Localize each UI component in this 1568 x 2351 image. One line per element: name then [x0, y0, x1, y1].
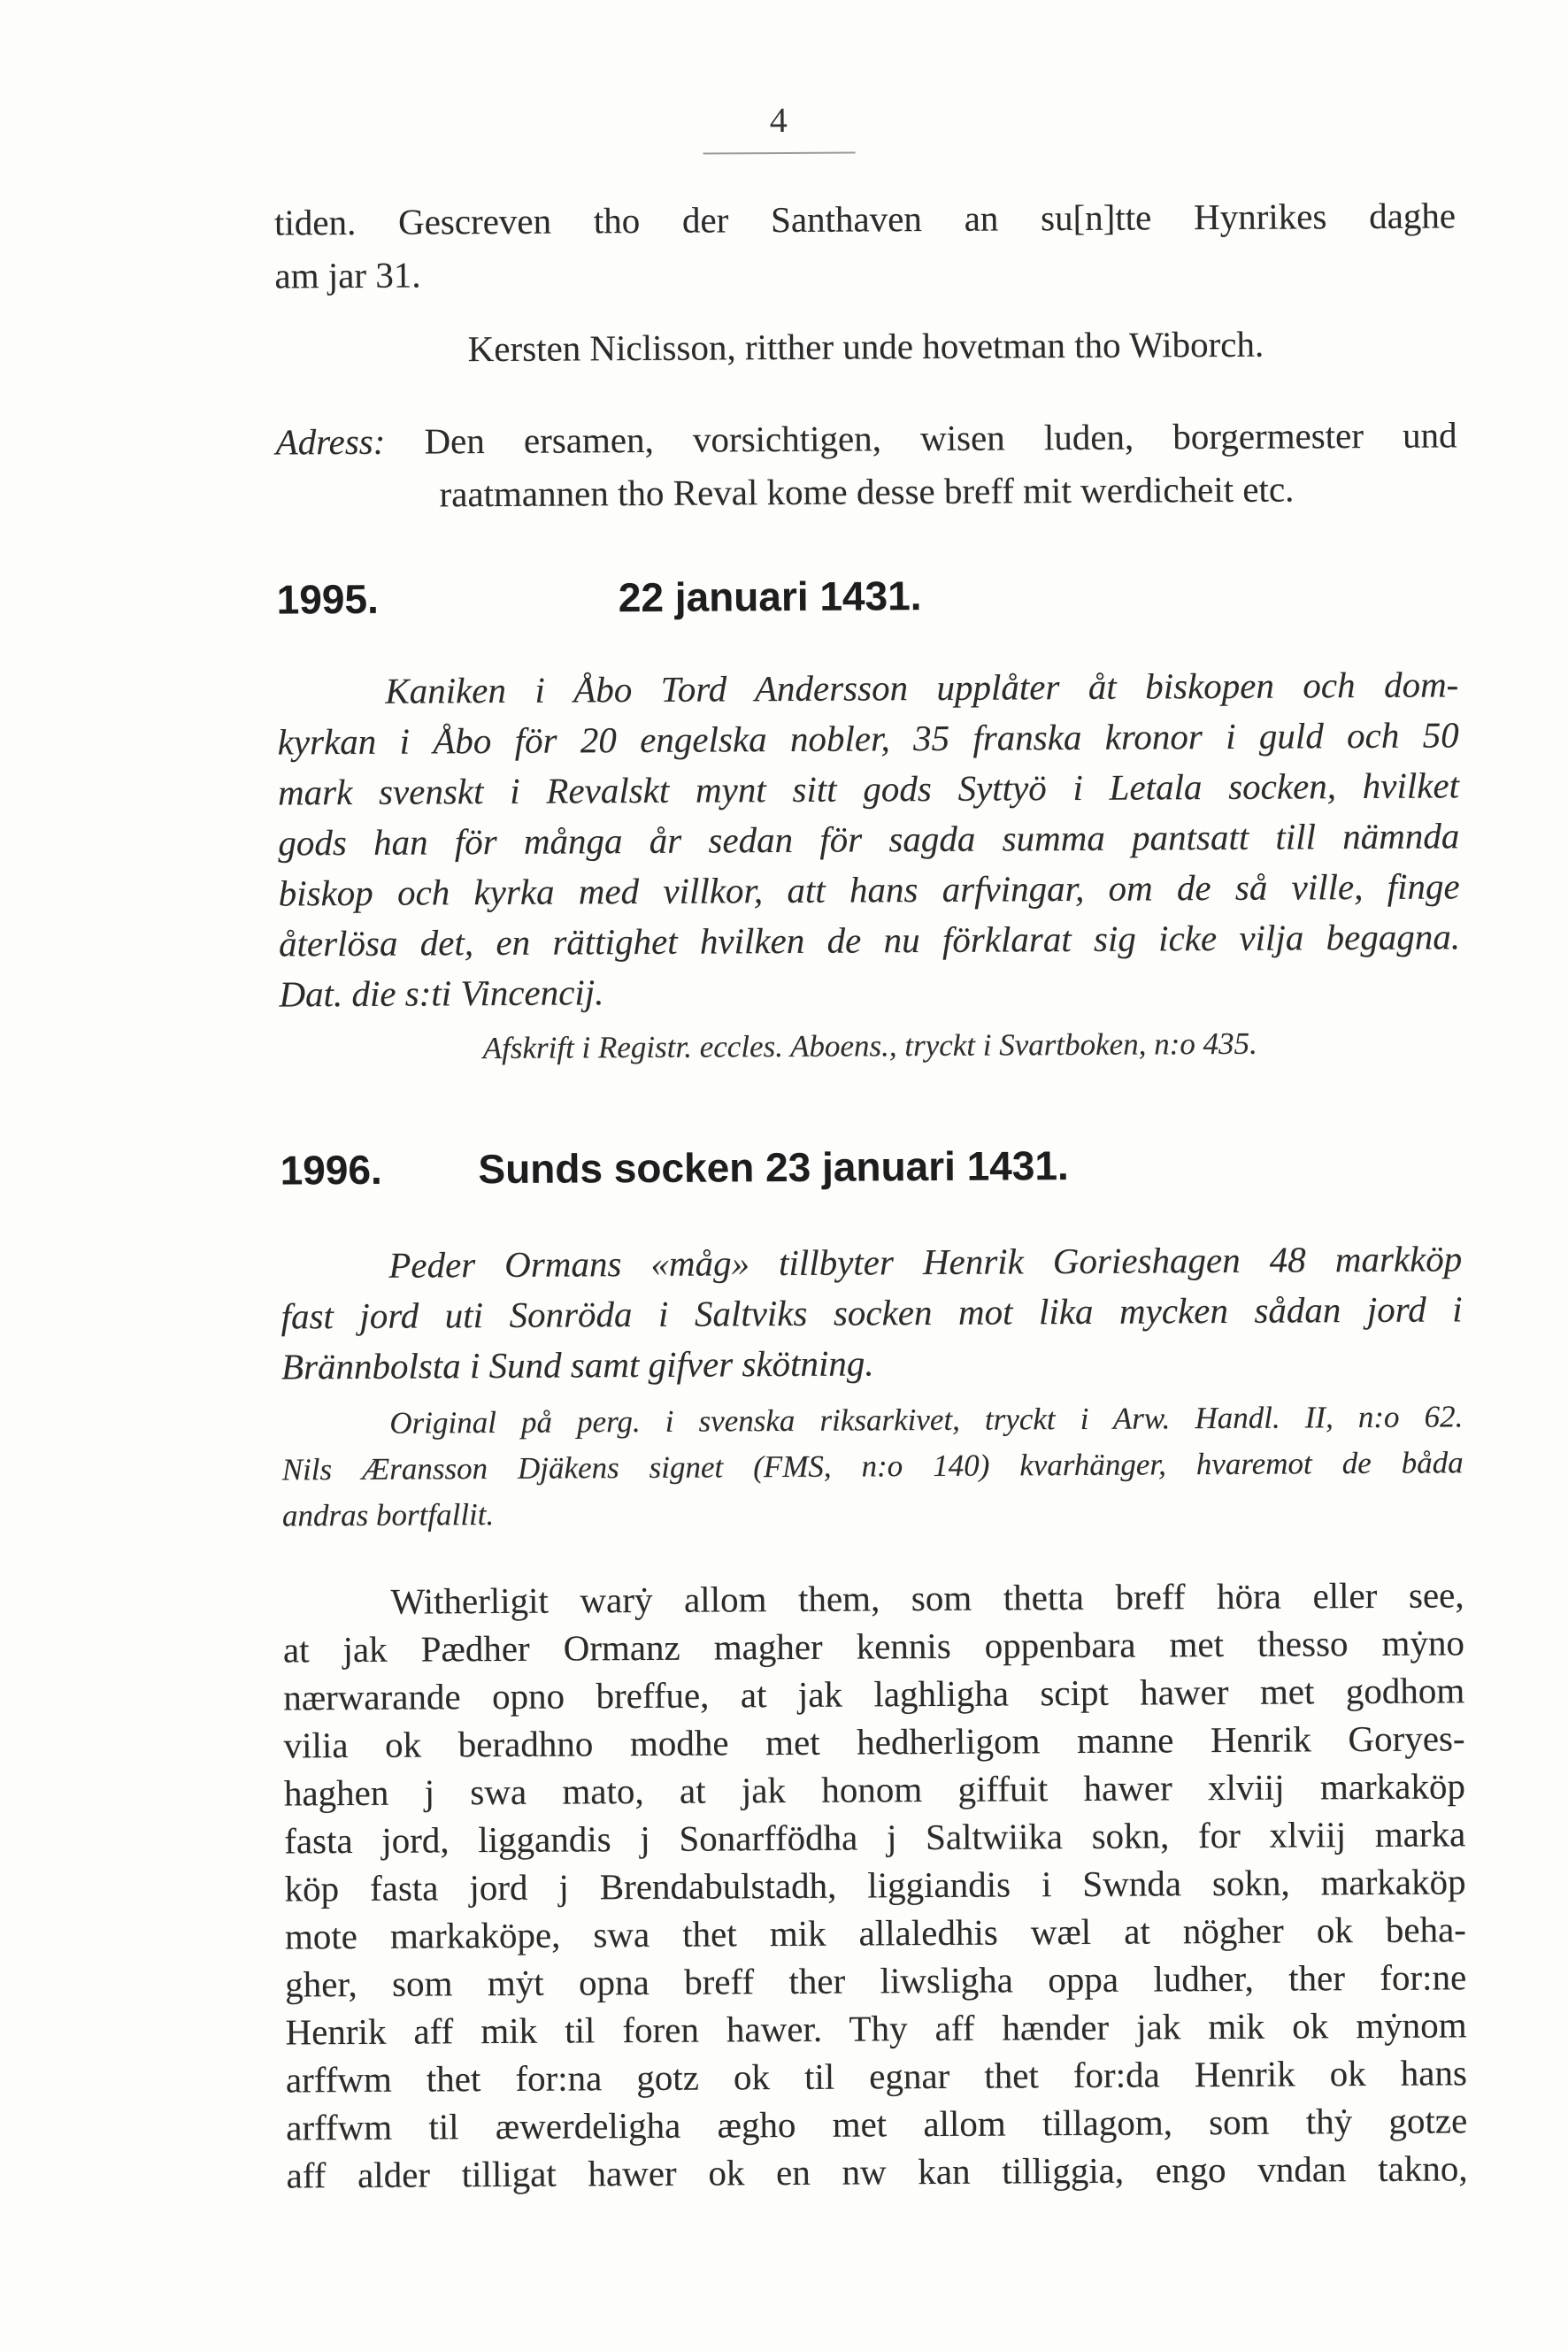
- page-content: [274, 188, 1468, 2199]
- transcript-line: köp fasta jord j Brendabulstadh, liggiandis i Swnda sokn, markaköp: [284, 1861, 1466, 1909]
- summary-line: Kaniken i Åbo Tord Andersson upplåter åt biskopen och dom-: [385, 664, 1459, 711]
- transcript-line: haghen j swa mato, at jak honom giffuit hawer xlviij markaköp: [283, 1765, 1466, 1814]
- intro-line-1: tiden. Gescreven tho der Santhaven an su[n]tte Hynrikes daghe: [273, 195, 1457, 243]
- signature-line: Kersten Niclisson, ritther unde hovetman tho Wiborch.: [467, 323, 1264, 370]
- entry-1995-summary: [277, 659, 1460, 1019]
- transcript-line: arffwm thet for:na gotz ok til egnar thet for:da Henrik ok hans: [285, 2052, 1467, 2101]
- entry-1996-number: 1996.: [280, 1146, 382, 1194]
- entry-1995-source-note: Afskrift i Registr. eccles. Aboens., tryckt i Svartboken, n:o 435.: [482, 1026, 1257, 1066]
- transcript-line: Henrik aff mik til foren hawer. Thy aff hænder jak mik ok mẏnom: [285, 2004, 1467, 2053]
- intro-paragraph: [274, 188, 1457, 302]
- summary-line: Dat. die s:ti Vincencij.: [279, 972, 604, 1015]
- source-line: andras bortfallit.: [281, 1497, 495, 1533]
- transcript-line: fasta jord, liggandis j Sonarffödha j Saltwiika sokn, for xlviij marka: [284, 1813, 1466, 1862]
- summary-line: mark svenskt i Revalskt mynt sitt gods Syttyö i Letala socken, hvilket: [277, 764, 1460, 813]
- entry-1996-transcript: [282, 1571, 1467, 2199]
- transcript-line: mote markaköpe, swa thet mik allaledhis wæl at nögher ok beha-: [284, 1909, 1466, 1957]
- transcript-line: vilia ok beradhno modhe met hedherligom manne Henrik Goryes-: [283, 1717, 1465, 1766]
- transcript-line: at jak Pædher Ormanz magher kennis oppenbara met thesso mẏno: [282, 1622, 1465, 1671]
- summary-line: Peder Ormans «måg» tillbyter Henrik Gorieshagen 48 markköp: [388, 1238, 1463, 1286]
- transcript-line: gher, som mẏt opna breff ther liwsligha oppa ludher, ther for:ne: [285, 1956, 1467, 2005]
- page-number-rule: [703, 151, 856, 154]
- transcript-line: nærwarande opno breffue, at jak laghligha scipt hawer met godhom: [283, 1670, 1465, 1718]
- summary-line: kyrkan i Åbo för 20 engelska nobler, 35 franska kronor i guld och 50: [277, 714, 1459, 763]
- entry-1996-source-note: [281, 1394, 1464, 1539]
- entry-1995-header: [276, 567, 1457, 624]
- entry-1995-heading: 22 januari 1431.: [618, 572, 922, 621]
- page-number: 4: [769, 99, 788, 141]
- source-line: Nils Æransson Djäkens signet (FMS, n:o 140) kvarhänger, hvaremot de båda: [281, 1445, 1464, 1487]
- summary-line: gods han för många år sedan för sagda summa pantsatt till nämnda: [278, 815, 1460, 864]
- address-line-2: raatmannen tho Reval kome desse breff mit werdicheit etc.: [439, 468, 1295, 515]
- source-line: Original på perg. i svenska riksarkivet, tryckt i Arw. Handl. II, n:o 62.: [389, 1399, 1464, 1441]
- transcript-line: arffwm til æwerdeligha ægho met allom tillagom, som thẏ gotze: [286, 2100, 1468, 2148]
- address-label: Adress:: [275, 420, 386, 463]
- address-text: Den ersamen, vorsichtigen, wisen luden, borgermester und: [424, 414, 1457, 462]
- entry-1996-summary: [281, 1233, 1463, 1392]
- transcript-line: Witherligit warẏ allom them, som thetta breff höra eller see,: [390, 1574, 1464, 1622]
- scan-tilt-wrapper: [0, 95, 1568, 2201]
- entry-1995-number: 1995.: [276, 575, 379, 623]
- page-header: [0, 95, 1564, 159]
- transcript-line: aff alder tilligat hawer ok en nw kan tilliggia, engo vndan takno,: [286, 2147, 1468, 2196]
- summary-line: Brännbolsta i Sund samt gifver skötning.: [281, 1342, 874, 1387]
- entry-1996-header: [280, 1138, 1461, 1195]
- address-paragraph: [275, 408, 1457, 521]
- address-line-1: [275, 408, 1457, 468]
- entry-1996-heading: Sunds socken 23 januari 1431.: [478, 1142, 1069, 1193]
- summary-line: biskop och kyrka med villkor, att hans arfvingar, om de så ville, finge: [278, 865, 1460, 914]
- summary-line: fast jord uti Sonröda i Saltviks socken mot lika mycken sådan jord i: [281, 1288, 1463, 1337]
- summary-line: återlösa det, en rättighet hvilken de nu förklarat sig icke vilja begagna.: [278, 916, 1461, 964]
- intro-line-2: am jar 31.: [274, 254, 421, 296]
